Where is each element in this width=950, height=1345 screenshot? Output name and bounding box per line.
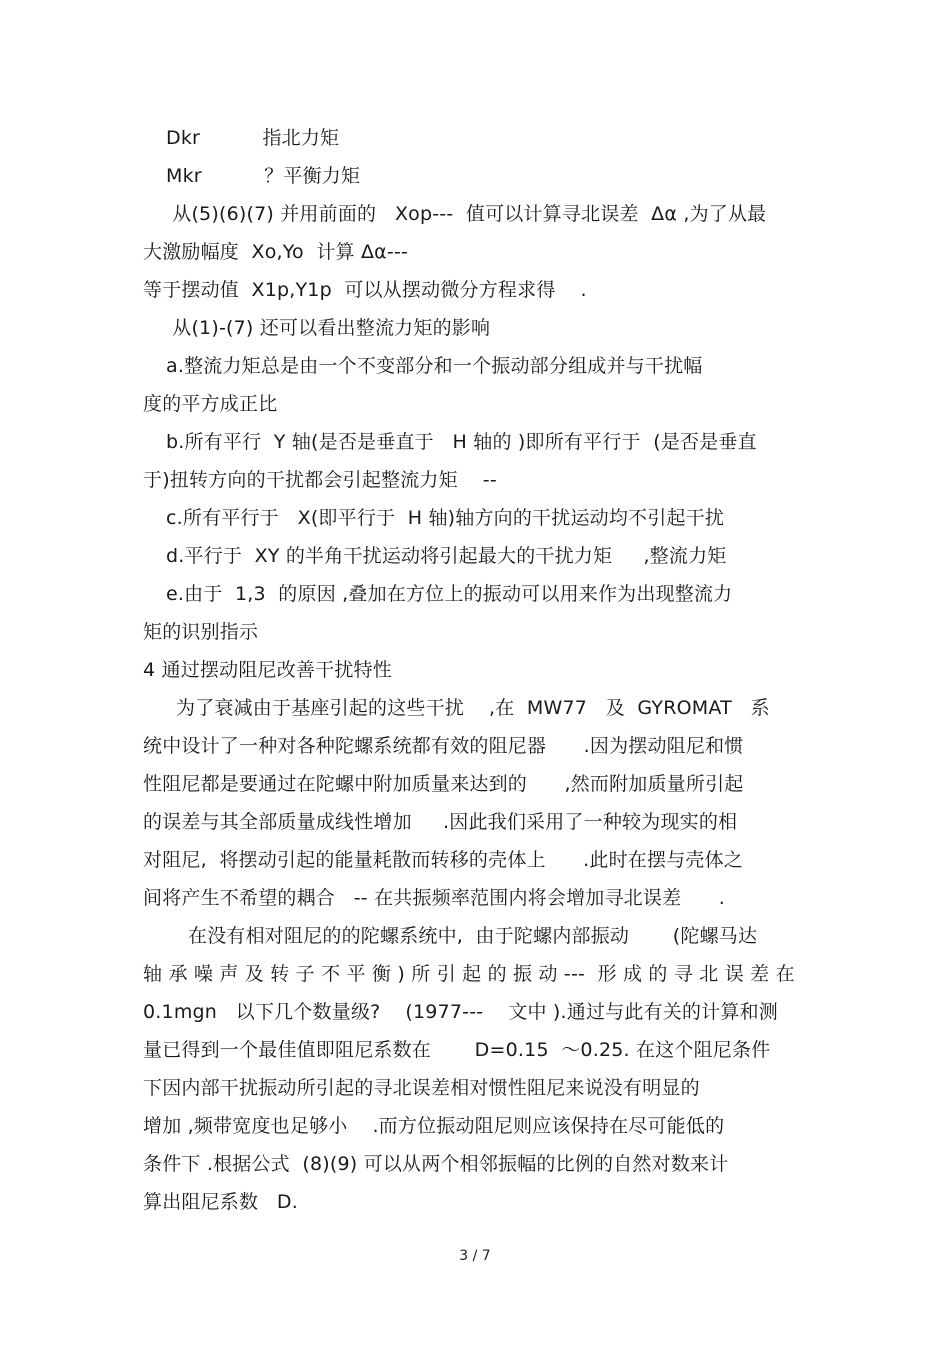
text-line: 下因内部干扰振动所引起的寻北误差相对惯性阻尼来说没有明显的: [143, 1077, 700, 1099]
text-line: 大激励幅度 Xo,Yo 计算 Δα---: [143, 241, 409, 263]
text-line: 的误差与其全部质量成线性增加 .因此我们采用了一种较为现实的相: [143, 811, 738, 833]
text-line: a.整流力矩总是由一个不变部分和一个振动部分组成并与干扰幅: [166, 355, 703, 377]
text-line: 0.1mgn 以下几个数量级? (1977--- 文中 ).通过与此有关的计算和测: [143, 1001, 778, 1023]
text-line: 增加 ,频带宽度也足够小 .而方位振动阻尼则应该保持在尽可能低的: [143, 1115, 725, 1137]
text-line: b.所有平行 Y 轴(是否是垂直于 H 轴的 )即所有平行于 (是否是垂直: [166, 431, 757, 453]
text-line: e.由于 1,3 的原因 ,叠加在方位上的振动可以用来作为出现整流力: [166, 583, 733, 605]
text-line: 间将产生不希望的耦合 -- 在共振频率范围内将会增加寻北误差 .: [143, 887, 725, 909]
text-line: 度的平方成正比: [143, 393, 278, 415]
text-line: c.所有平行于 X(即平行于 H 轴)轴方向的干扰运动均不引起干扰: [166, 507, 725, 529]
text-line: 于)扭转方向的干扰都会引起整流力矩 --: [143, 469, 497, 491]
section-heading: 4 通过摆动阻尼改善干扰特性: [143, 659, 392, 681]
text-line: 为了衰减由于基座引起的这些干扰 ,在 MW77 及 GYROMAT 系: [176, 697, 770, 719]
text-line: 对阻尼, 将摆动引起的能量耗散而转移的壳体上 .此时在摆与壳体之: [143, 849, 743, 871]
text-line: 从(5)(6)(7) 并用前面的 Xop--- 值可以计算寻北误差 Δα ,为了从最: [166, 203, 767, 225]
text-line: Mkr ？平衡力矩: [166, 165, 361, 187]
text-line: 轴 承 噪 声 及 转 子 不 平 衡 ) 所 引 起 的 振 动 --- 形 成 的 寻 北 误 差 在: [143, 963, 795, 985]
text-line: 矩的识别指示: [143, 621, 259, 643]
text-line: 条件下 .根据公式 (8)(9) 可以从两个相邻振幅的比例的自然对数来计: [143, 1153, 729, 1175]
text-line: 在没有相对阻尼的的陀螺系统中, 由于陀螺内部振动 (陀螺马达: [188, 925, 758, 947]
text-line: 性阻尼都是要通过在陀螺中附加质量来达到的 ,然而附加质量所引起: [143, 773, 744, 795]
text-line: 统中设计了一种对各种陀螺系统都有效的阻尼器 .因为摆动阻尼和惯: [143, 735, 744, 757]
text-line: 算出阻尼系数 D.: [143, 1191, 298, 1213]
text-line: 从(1)-(7) 还可以看出整流力矩的影响: [166, 317, 491, 339]
text-line: 量已得到一个最佳值即阻尼系数在 D=0.15 ～0.25. 在这个阻尼条件: [143, 1039, 771, 1061]
text-line: d.平行于 XY 的半角干扰运动将引起最大的干扰力矩 ,整流力矩: [166, 545, 727, 567]
text-line: 等于摆动值 X1p,Y1p 可以从摆动微分方程求得 .: [143, 279, 587, 301]
page-number: 3 / 7: [459, 1248, 491, 1264]
text-line: Dkr 指北力矩: [166, 127, 340, 149]
